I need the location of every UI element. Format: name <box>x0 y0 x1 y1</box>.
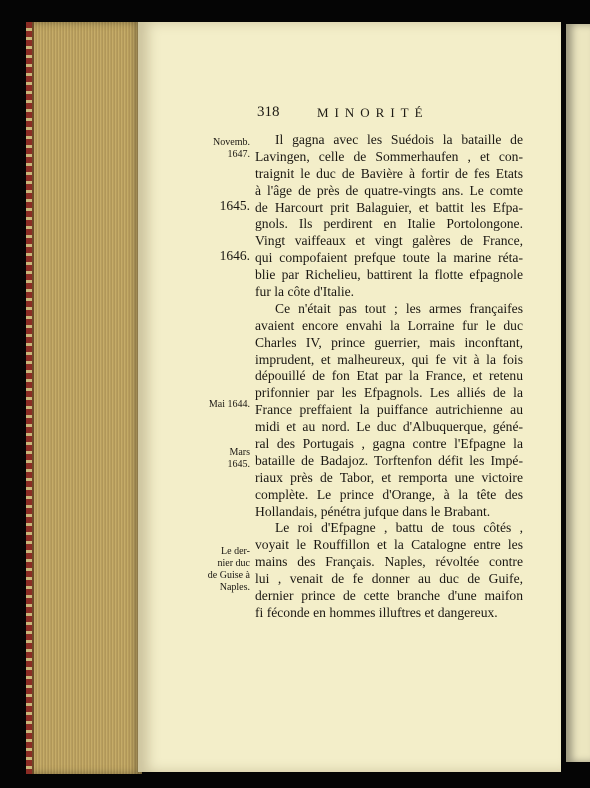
margin-note-1645 <box>178 200 250 212</box>
text-line: dépouillé de fon Etat par la France, et retenu <box>255 368 523 384</box>
margin-note-line: nier duc <box>217 558 250 569</box>
margin-note-line: Le der- <box>221 546 250 557</box>
text-line: imprudent, et malheureux, qui fe vit à la fois <box>255 351 523 367</box>
text-line: prifonnier par les Efpagnols. Les alliés de la <box>255 385 523 401</box>
text-line: Vingt vaiffeaux et vingt galères de France, <box>255 233 523 249</box>
text-line: complète. Le prince d'Orange, à la tête des <box>255 486 523 502</box>
text-line: blie par Richelieu, battirent la flotte efpagnole <box>255 267 523 283</box>
facing-page-edge <box>566 24 590 762</box>
text-line: bataille de Badajoz. Torftenfon défit les Impé- <box>255 452 523 468</box>
margin-note-mars-1645 <box>178 447 250 471</box>
text-line: traignit le duc de Bavière à fortir de fes Etats <box>255 165 523 181</box>
text-line: riaux près de Tabor, et remporta une victoire <box>255 469 523 485</box>
text-line: Ce n'était pas tout ; les armes françaifes <box>275 300 523 316</box>
margin-note-line: 1645. <box>219 198 250 213</box>
body-text <box>255 132 523 622</box>
margin-note-line: 1647. <box>227 149 250 160</box>
margin-note-novemb-1647 <box>178 137 250 161</box>
text-line: fi féconde en hommes illuftres et dangereux. <box>255 604 498 620</box>
margin-note-line: Naples. <box>219 582 250 593</box>
text-line: fur la côte d'Italie. <box>255 284 355 300</box>
margin-note-line: 1646. <box>219 248 250 263</box>
margin-note-guise-naples <box>178 546 250 594</box>
running-head <box>257 104 527 124</box>
book-fore-edge <box>30 22 142 774</box>
text-line: Hollandais, pénétra jufque dans le Brabant. <box>255 503 491 519</box>
margin-note-1646 <box>178 250 250 262</box>
text-line: lui , venait de fe donner au duc de Guife, <box>255 571 523 587</box>
margin-note-mai-1644 <box>178 399 250 411</box>
text-line: Le roi d'Efpagne , battu de tous côtés , <box>275 520 523 536</box>
margin-note-line: de Guise à <box>207 570 250 581</box>
text-line: Charles IV, prince guerrier, mais inconftant, <box>255 334 523 350</box>
margin-note-line: Mai 1644. <box>208 399 250 410</box>
margin-note-line: Novemb. <box>213 137 250 148</box>
margin-note-line: 1645. <box>227 459 250 470</box>
text-line: avaient encore envahi la Lorraine fur le duc <box>255 317 523 333</box>
text-line: Il gagna avec les Suédois la bataille de <box>275 132 523 147</box>
text-line: mains des Français. Naples, révoltée contre <box>255 554 523 570</box>
text-line: ral des Portugais , gagna contre l'Efpagne la <box>255 436 523 452</box>
text-line: qui compofaient prefque toute la marine réta- <box>255 250 523 266</box>
text-line: de Harcourt prit Balaguier, et battit les Efpa- <box>255 199 523 215</box>
text-line: à l'âge de près de quatre-vingts ans. Le comte <box>255 182 523 198</box>
text-line: France preffaient la puiffance autrichienne au <box>255 402 523 418</box>
text-line: Lavingen, celle de Sommerhaufen , et con- <box>255 148 523 164</box>
text-line: gnols. Ils perdirent en Italie Portolongone. <box>255 216 523 232</box>
margin-note-line: Mars <box>229 447 250 458</box>
page-number: 318 <box>257 104 280 120</box>
running-title: MINORITÉ <box>317 105 429 120</box>
text-line: voyait le Rouffillon et la Catalogne entre les <box>255 537 523 553</box>
text-line: midi et au nord. Le duc d'Albuquerque, géné- <box>255 419 523 435</box>
text-line: dernier prince de cette branche d'une maifon <box>255 588 523 604</box>
